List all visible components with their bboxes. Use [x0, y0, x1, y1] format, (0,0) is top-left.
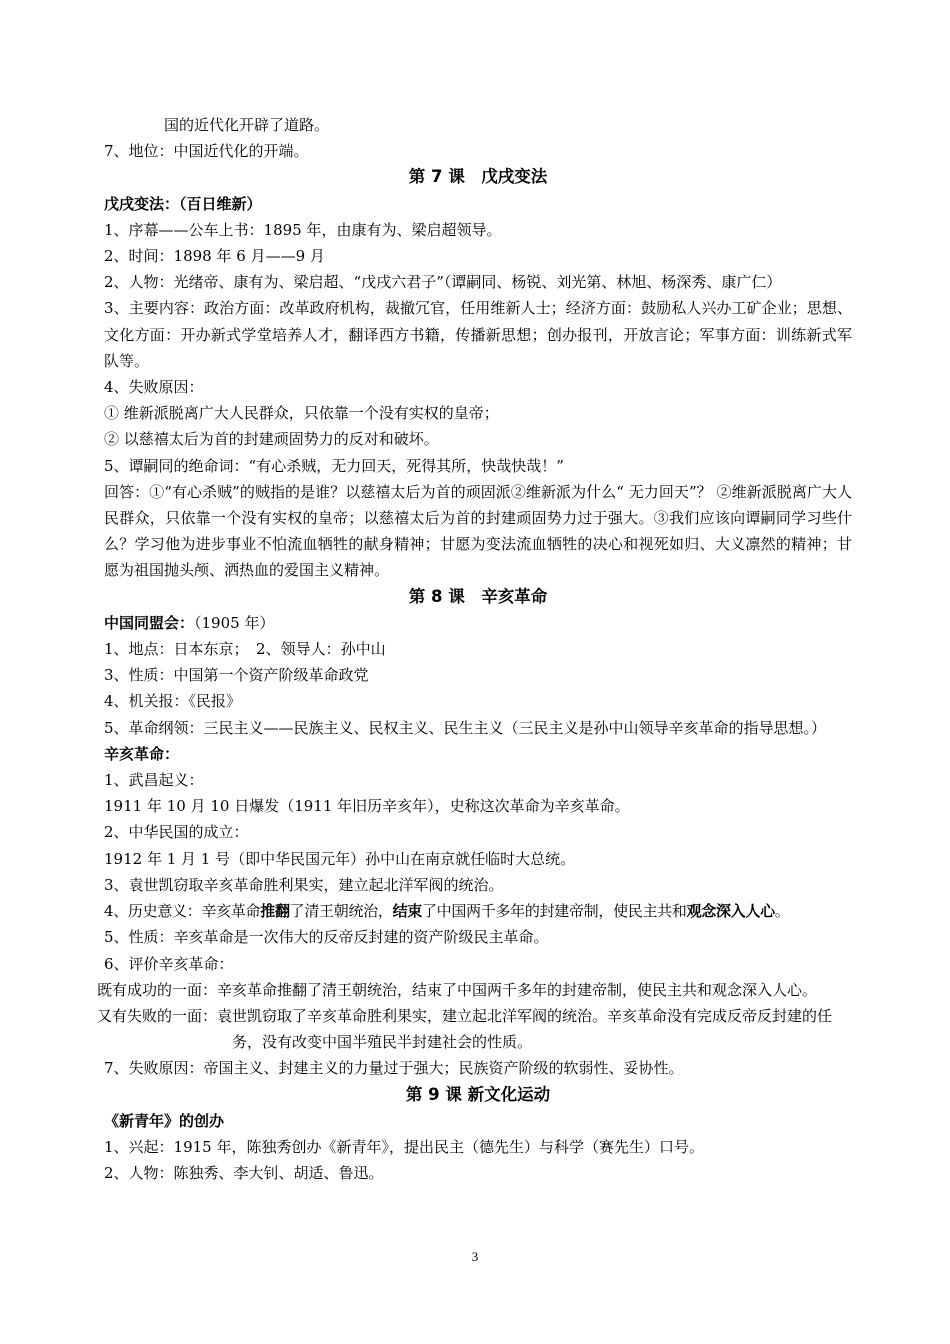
text-paragraph: 3、主要内容：政治方面：改革政府机构，裁撤冗官，任用维新人士；经济方面：鼓励私人兴办工矿企业；思想、文化方面：开办新式学堂培养人才，翻译西方书籍，传播新思想；创办报刊，开放言论；军事方面：训练新式军队等。	[104, 299, 852, 370]
text-line: 1911 年 10 月 10 日爆发（1911 年旧历辛亥年），史称这次革命为辛亥革命。	[104, 797, 630, 816]
text-line: 4、机关报：《民报》	[104, 692, 242, 711]
text-line: 6、评价辛亥革命：	[104, 954, 234, 973]
text-line: ② 以慈禧太后为首的封建顽固势力的反对和破坏。	[104, 430, 439, 449]
lesson-title-7: 第 7 课 戊戌变法	[408, 167, 548, 187]
text-paragraph: 又有失败的一面：袁世凯窃取了辛亥革命胜利果实，建立起北洋军阀的统治。辛亥革命没有完成反帝反封建的任务，没有改变中国半殖民半封建社会的性质。	[97, 1006, 833, 1052]
text-span: 。	[774, 902, 790, 921]
document-body	[97, 112, 852, 1186]
section-heading-line	[104, 610, 852, 636]
text-line: 4、失败原因：	[104, 378, 204, 397]
text-line: 7、失败原因：帝国主义、封建主义的力量过于强大；民族资产阶级的软弱性、妥协性。	[104, 1059, 684, 1078]
text-line: 3、性质：中国第一个资产阶级革命政党	[104, 666, 369, 685]
text-line: 国的近代化开辟了道路。	[164, 116, 330, 134]
text-span: 4、历史意义：辛亥革命	[104, 902, 261, 921]
section-heading: 《新青年》的创办	[104, 1111, 225, 1130]
bold-span: 结束	[392, 902, 422, 921]
text-paragraph: 既有成功的一面：辛亥革命推翻了清王朝统治，结束了中国两千多年的封建帝制，使民主共和观念深入人心。	[97, 980, 818, 999]
heading-year: （1905 年）	[194, 613, 275, 632]
text-line: 3、袁世凯窃取辛亥革命胜利果实，建立起北洋军阀的统治。	[104, 875, 504, 894]
text-line: 2、时间：1898 年 6 月——9 月	[104, 247, 325, 266]
page-number: 3	[471, 1249, 479, 1264]
text-line: 1、兴起：1915 年，陈独秀创办《新青年》，提出民主（德先生）与科学（赛先生）口号。	[104, 1137, 704, 1156]
text-line: 1、武昌起义：	[104, 771, 204, 790]
bold-span: 观念深入人心	[686, 902, 775, 921]
lesson-title-8: 第 8 课 辛亥革命	[408, 586, 548, 606]
text-line: 2、人物：光绪帝、康有为、梁启超、“戊戌六君子”（谭嗣同、杨锐、刘光第、林旭、杨深秀、康广仁）	[104, 273, 782, 292]
text-line: 1、序幕——公车上书：1895 年，由康有为、梁启超领导。	[104, 220, 502, 239]
text-line: 1912 年 1 月 1 号（即中华民国元年）孙中山在南京就任临时大总统。	[104, 849, 576, 868]
text-line: ① 维新派脱离广大人民群众，只依靠一个没有实权的皇帝；	[104, 404, 499, 423]
section-heading: 中国同盟会：	[104, 613, 195, 632]
text-span: 了中国两千多年的封建帝制，使民主共和	[421, 902, 687, 921]
bold-span: 推翻	[260, 902, 290, 921]
lesson-title-9: 第 9 课 新文化运动	[405, 1084, 551, 1104]
text-paragraph: 5、革命纲领：三民主义——民族主义、民权主义、民生主义（三民主义是孙中山领导辛亥革命的指导思想。）	[104, 718, 827, 737]
text-line-emphasis	[104, 898, 852, 924]
text-line: 5、谭嗣同的绝命词：“有心杀贼，无力回天，死得其所，快哉快哉！”	[104, 456, 564, 475]
section-heading: 辛亥革命：	[104, 744, 180, 763]
text-line: 1、地点：日本东京； 2、领导人：孙中山	[104, 640, 386, 659]
text-line: 5、性质：辛亥革命是一次伟大的反帝反封建的资产阶级民主革命。	[104, 928, 549, 947]
text-line: 7、地位：中国近代化的开端。	[104, 142, 309, 161]
text-line: 2、中华民国的成立：	[104, 823, 249, 842]
text-span: 了清王朝统治，	[289, 902, 393, 921]
text-line: 2、人物：陈独秀、李大钊、胡适、鲁迅。	[104, 1164, 384, 1183]
section-heading: 戊戌变法：（百日维新）	[104, 194, 262, 213]
text-paragraph: 回答：①“有心杀贼”的贼指的是谁？以慈禧太后为首的顽固派②维新派为什么“ 无力回天”？ ②维新派脱离广大人民群众，只依靠一个没有实权的皇帝；以慈禧太后为首的封建顽固势力过于强大。③我们应该向谭嗣同学习些什么？学习他为进步事业不怕流血牺牲的献身精神；甘愿为变法流血牺牲的决心和视死如归、大义凛然的精神；甘愿为祖国抛头颅、洒热血的爱国主义精神。	[104, 482, 852, 580]
